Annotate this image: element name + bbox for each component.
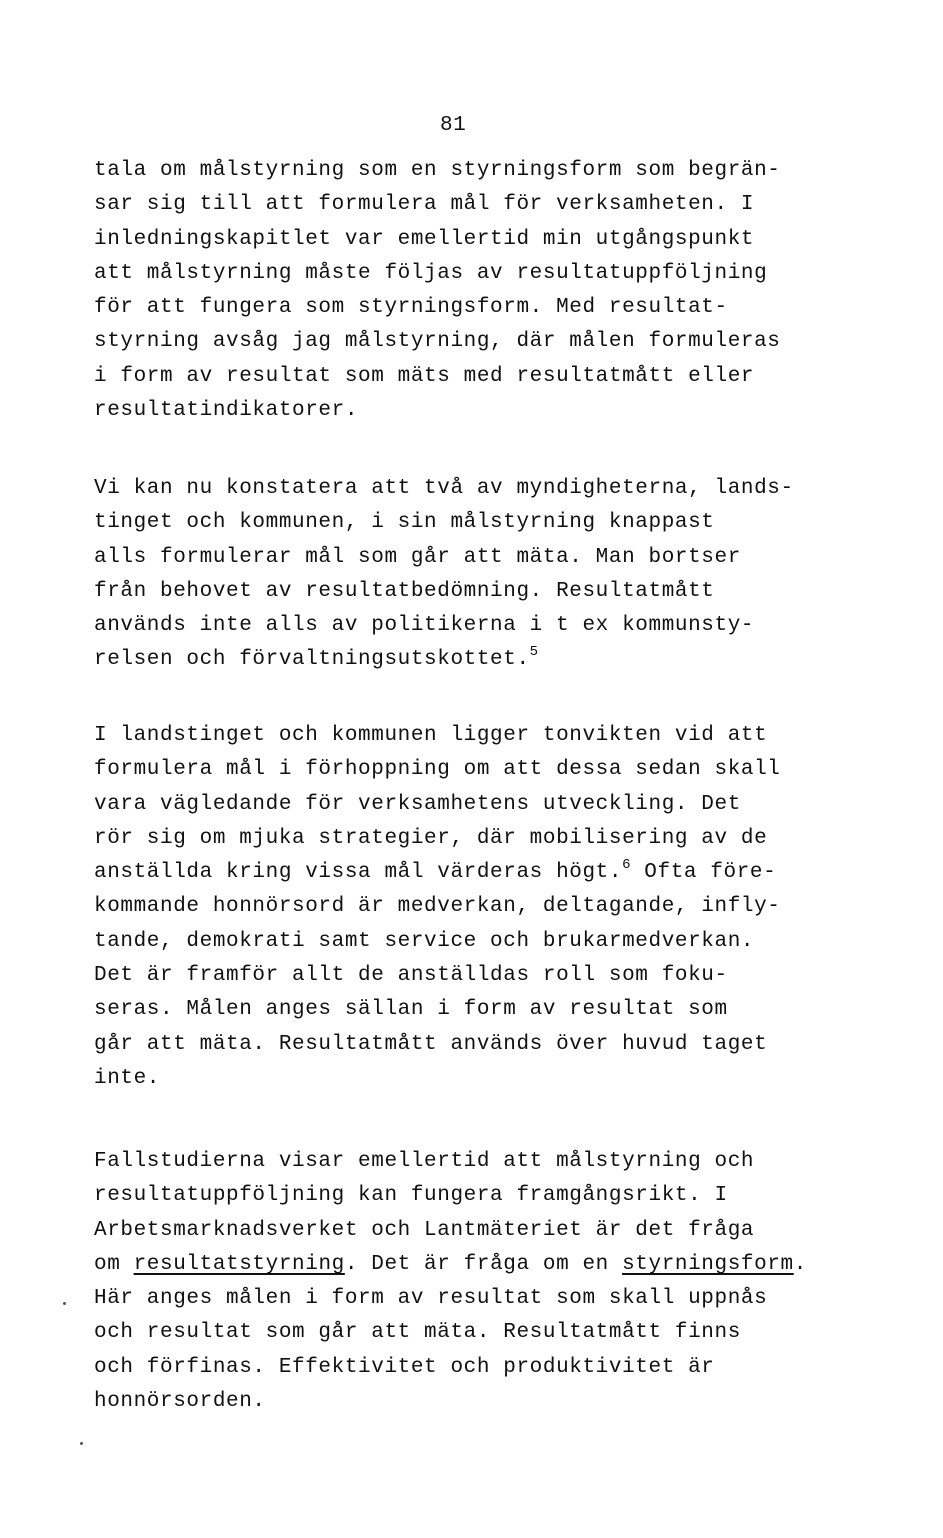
text-line: vara vägledande för verksamhetens utveckling. Det xyxy=(94,792,741,816)
text-line: sar sig till att formulera mål för verksamheten. I xyxy=(94,193,755,217)
paragraph-4 xyxy=(94,1145,807,1419)
text-line: och förfinas. Effektivitet och produktivitet är xyxy=(94,1355,715,1379)
text-line: resultatuppföljning kan fungera framgångsrikt. I xyxy=(94,1184,728,1208)
text-line: I landstinget och kommunen ligger tonvikten vid att xyxy=(94,724,768,747)
text-line: honnörsorden. xyxy=(94,1390,266,1414)
text-line xyxy=(94,643,794,677)
text-line: tinget och kommunen, i sin målstyrning knappast xyxy=(94,511,715,535)
footnote-ref: 5 xyxy=(529,644,539,661)
footnote-ref: 6 xyxy=(622,857,632,874)
text-segment: Ofta före- xyxy=(631,861,777,885)
text-line: kommande honnörsord är medverkan, deltagande, infly- xyxy=(94,895,781,919)
text-line: Här anges målen i form av resultat som skall uppnås xyxy=(94,1287,768,1311)
text-segment: relsen och förvaltningsutskottet. xyxy=(94,648,530,672)
text-segment: anställda kring vissa mål värderas högt. xyxy=(94,861,623,885)
text-line: inledningskapitlet var emellertid min utgångspunkt xyxy=(94,227,755,251)
text-line: alls formulerar mål som går att mäta. Man bortser xyxy=(94,545,741,569)
text-segment: . Det är fråga om en xyxy=(344,1252,623,1276)
paragraph-3 xyxy=(94,719,781,1096)
scan-speck xyxy=(80,1442,83,1445)
text-line: att målstyrning måste följas av resultatuppföljning xyxy=(94,261,768,285)
text-segment: . xyxy=(793,1252,807,1276)
text-line xyxy=(94,856,781,890)
scan-speck xyxy=(63,1302,66,1305)
underlined-term: styrningsform xyxy=(622,1252,794,1276)
page-number: 81 xyxy=(440,114,467,137)
text-line: och resultat som går att mäta. Resultatmått finns xyxy=(94,1321,741,1345)
text-line: används inte alls av politikerna i t ex kommunsty- xyxy=(94,614,755,638)
underlined-term: resultatstyrning xyxy=(133,1252,345,1276)
text-line: styrning avsåg jag målstyrning, där målen formuleras xyxy=(94,330,781,354)
paragraph-2 xyxy=(94,472,794,678)
text-line: från behovet av resultatbedömning. Resultatmått xyxy=(94,579,715,603)
text-line: Arbetsmarknadsverket och Lantmäteriet är det fråga xyxy=(94,1218,755,1242)
text-line: går att mäta. Resultatmått används över huvud taget xyxy=(94,1032,768,1056)
text-line: Vi kan nu konstatera att två av myndigheterna, lands- xyxy=(94,477,794,500)
text-line: resultatindikatorer. xyxy=(94,399,359,423)
text-line: i form av resultat som mäts med resultatmått eller xyxy=(94,364,755,388)
text-segment: om xyxy=(94,1252,134,1276)
text-line: tande, demokrati samt service och brukarmedverkan. xyxy=(94,929,755,953)
text-line: tala om målstyrning som en styrningsform som begrän- xyxy=(94,159,781,182)
text-line: för att fungera som styrningsform. Med resultat- xyxy=(94,296,728,320)
text-line: rör sig om mjuka strategier, där mobilisering av de xyxy=(94,826,768,850)
text-line: Fallstudierna visar emellertid att målstyrning och xyxy=(94,1150,755,1173)
text-line: seras. Målen anges sällan i form av resultat som xyxy=(94,998,728,1022)
text-line: formulera mål i förhoppning om att dessa sedan skall xyxy=(94,758,781,782)
paragraph-1 xyxy=(94,154,781,428)
text-line xyxy=(94,1248,807,1282)
text-line: inte. xyxy=(94,1066,161,1090)
text-line: Det är framför allt de anställdas roll som foku- xyxy=(94,964,728,988)
